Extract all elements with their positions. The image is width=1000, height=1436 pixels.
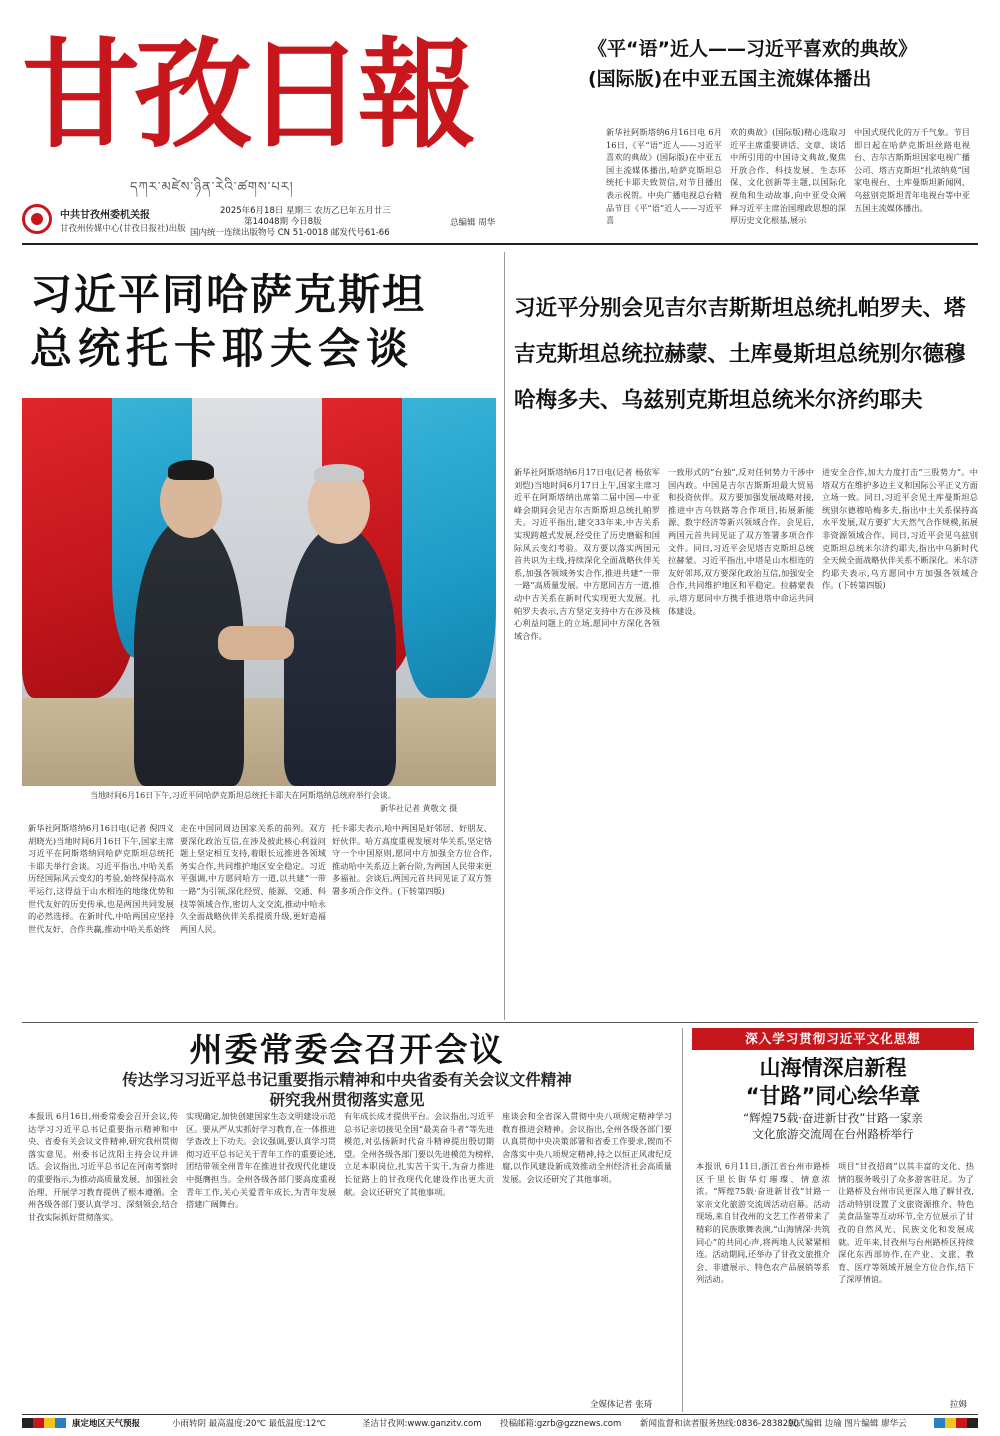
top-right-col-2: 欢的典故》(国际版)精心选取习近平主席重要讲话、文章、谈话中所引用的中国诗文典故,聚焦开放合作、科技发展、生态环保、文化创新等主题,以国际化视角和生动故事,向中亚受众阐释习近平主席治国理政思想的深厚历史文化根基,展示: [730, 127, 846, 226]
top-right-col-1: 新华社阿斯塔纳6月16日电 6月16日,《平“语”近人——习近平喜欢的典故》(国际版)在中亚五国主流媒体播出,哈萨克斯坦总统托卡耶夫致贺信,对节目播出表示祝贺。中央广播电视总台精品节目《平“语”近人——习近平喜: [606, 127, 722, 226]
third-byline: 全媒体记者 张琦: [590, 1400, 653, 1410]
second-headline: [514, 286, 980, 462]
footer-bar: [22, 1414, 978, 1430]
feature-subhead-line-1: “辉煌75载·奋进新甘孜”甘路一家亲: [743, 1111, 923, 1125]
feature-byline: 拉姆: [950, 1400, 968, 1410]
second-col-3: 进安全合作,加大力度打击“三股势力”。中塔双方在维护多边主义和国际公平正义方面立场一致。同日,习近平会见土库曼斯坦总统别尔德穆哈梅多夫,指出中土关系保持高水平发展,双方要扩大天然气合作规模,拓展非资源领域合作。同日,习近平会见乌兹别克斯坦总统米尔济约耶夫,指出中乌新时代全天候全面战略伙伴关系不断深化。米尔济约耶夫表示,乌方愿同中方加强各领域合作。(下转第四版): [822, 467, 978, 591]
second-headline-line-3: 哈梅多夫、乌兹别克斯坦总统米尔济约耶夫: [514, 388, 923, 413]
lead-headline: [30, 270, 490, 390]
third-col-3: 有年成长成才提供平台。会议指出,习近平总书记亲切接见全国“最美奋斗者”等先进模范,对弘扬新时代奋斗精神提出殷切期望。全州各级各部门要以先进模范为榜样,立足本职岗位,扎实苦干实干,为奋力推进长征路上的甘孜现代化建设作出更大贡献。会议还研究了其他事项。: [344, 1111, 494, 1197]
feature-col-1: 本报讯 6月11日,浙江省台州市路桥区千里长街华灯璀璨、情意浓浓。“辉煌75载·奋进新甘孜”甘路一家亲文化旅游交流周活动启幕。活动现场,来自甘孜州的文艺工作者带来了精彩的民族歌舞表演,“山海情深·共筑同心”的共同心声,将两地人民紧紧相连。活动期间,还举办了甘孜文旅推介会、非遗展示、特色农产品展销等系列活动。: [696, 1161, 830, 1285]
footer-color-strip-right: [934, 1418, 978, 1428]
column-divider-vertical: [504, 252, 505, 1020]
issue-line: 第14048期 今日8版: [244, 217, 322, 227]
top-right-col-3: 中国式现代化的万千气象。节目即日起在哈萨克斯坦丝路电视台、吉尔吉斯斯坦国家电视广播公司、塔吉克斯坦“扎浓纳莫”国家电视台、土库曼斯坦新闻网、乌兹别克斯坦青年电视台等中亚五国主流媒体播出。: [854, 127, 970, 213]
publisher-logo-icon: [22, 204, 52, 234]
third-subhead-line-2: 研究我州贯彻落实意见: [269, 1091, 425, 1109]
lead-col-3: 托卡耶夫表示,哈中两国是好邻居、好朋友、好伙伴。哈方高度重视发展对华关系,坚定恪守一个中国原则,愿同中方加强全方位合作,推动哈中关系迈上新台阶,为两国人民带来更多福祉。会谈后,两国元首共同见证了双方签署多项合作文件。(下转第四版): [332, 823, 492, 896]
footer-color-strip-left: [22, 1418, 66, 1428]
lead-col-1: 新华社阿斯塔纳6月16日电(记者 倪四义 胡晓光)当地时间6月16日下午,国家主席习近平在阿斯塔纳同哈萨克斯坦总统托卡耶夫举行会谈。习近平指出,中哈关系历经国际风云变幻的考验,始终保持高水平运行,这得益于山水相连的地缘优势和世代友好的历史传承,也是两国共同发展的必然选择。在新时代,中哈两国应坚持世代友好、合作共赢,推动中哈关系始终: [28, 823, 174, 934]
lead-photo: [22, 398, 496, 786]
feature-col-2: 项目“甘孜招商”以其丰富的文化、热情的服务吸引了众多游客驻足。为了让路桥及台州市民更深入地了解甘孜,活动特别设置了文旅资源推介、特色美食品鉴等互动环节,全方位展示了甘孜的自然风光、民族文化和发展成就。近年来,甘孜州与台州路桥区持续深化东西部协作,在产业、文旅、教育、医疗等领域开展全方位合作,结下了深厚情谊。: [838, 1161, 974, 1285]
masthead-tibetan: དཀར་མཛེས་ཉིན་རེའི་ཚགས་པར།: [130, 180, 294, 195]
serial-line: 国内统一连续出版物号 CN 51-0018 邮发代号61-66: [190, 228, 390, 238]
top-right-headline-2: (国际版)在中亚五国主流媒体播出: [588, 68, 872, 90]
date-line: 2025年6月18日 星期三 农历乙巳年五月廿三: [220, 206, 391, 216]
second-headline-line-2: 吉克斯坦总统拉赫蒙、土库曼斯坦总统别尔德穆: [514, 342, 966, 367]
publisher-block: [22, 202, 542, 238]
second-col-2: 一致形式的“台独”,反对任何势力干涉中国内政。中国是吉尔吉斯斯坦最大贸易和投资伙伴。双方要加强发展战略对接,推进中吉乌铁路等合作项目,拓展新能源、数字经济等新兴领域合作。会见后,两国元首共同见证了双方签署多项合作文件。同日,习近平会见塔吉克斯坦总统拉赫蒙。习近平指出,中塔是山水相连的友好邻邦,双方要深化政治互信,加强安全合作,共同维护地区和平稳定。拉赫蒙表示,塔方愿同中方携手推进塔中命运共同体建设。: [668, 467, 814, 616]
second-col-1: 新华社阿斯塔纳6月17日电(记者 杨依军 刘恺)当地时间6月17日上午,国家主席习近平在阿斯塔纳出席第二届中国—中亚峰会期间会见吉尔吉斯斯坦总统扎帕罗夫。习近平指出,建交33年来,中吉关系实现跨越式发展,经受住了历史磨砺和国际风云变幻考验。双方要以落实两国元首共识为主线,持续深化全面战略伙伴关系,加强各领域务实合作,推进共建“一带一路”高质量发展。中方愿同吉方一道,推动中吉关系在新时代实现更大发展。扎帕罗夫表示,吉方坚定支持中方在涉及核心利益问题上的立场,愿同中方深化各领域合作。: [514, 467, 660, 641]
column-divider-bottom: [682, 1028, 683, 1412]
third-headline-title: 州委常委会召开会议: [189, 1030, 505, 1069]
email-label: 投稿邮箱:gzrb@gzznews.com: [500, 1419, 622, 1429]
feature-banner: [692, 1028, 974, 1050]
third-subhead-line-1: 传达学习习近平总书记重要指示精神和中央省委有关会议文件精神: [122, 1071, 572, 1089]
top-right-headline-1: 《平“语”近人——习近平喜欢的典故》: [588, 38, 917, 60]
publisher-line-1: 中共甘孜州委机关报: [60, 210, 150, 221]
person-right: [284, 526, 396, 786]
lead-headline-line-2: 总统托卡耶夫会谈: [30, 324, 415, 373]
feature-headline-line-2: “甘路”同心绘华章: [745, 1084, 921, 1108]
second-headline-line-1: 习近平分别会见吉尔吉斯斯坦总统扎帕罗夫、塔: [514, 296, 966, 321]
handshake: [218, 626, 294, 660]
top-right-story: [588, 36, 978, 236]
feature-subhead-line-2: 文化旅游交流周在台州路桥举行: [752, 1127, 914, 1141]
kazakhstan-flag-right: [402, 398, 496, 698]
hotline-label: 新闻监督和读者服务热线:0836-2838290: [640, 1419, 799, 1429]
editor-line: 总编辑 周华: [450, 218, 496, 228]
lead-col-2: 走在中国同周边国家关系的前列。双方要深化政治互信,在涉及彼此核心利益问题上坚定相互支持,着眼长远推进各领域务实合作,共同维护地区安全稳定。习近平强调,中方愿同哈方一道,以共建“一带一路”为引领,深化经贸、能源、交通、科技等领域合作,密切人文交流,推动中哈永久全面战略伙伴关系提质升级,更好造福两国人民。: [180, 823, 326, 934]
feature-headline-line-1: 山海情深启新程: [759, 1056, 907, 1080]
weather-detail: 小雨转阴 最高温度:20℃ 最低温度:12℃: [172, 1419, 326, 1429]
masthead-divider: [22, 243, 978, 245]
weather-label: 康定地区天气预报: [72, 1419, 141, 1429]
third-col-2: 实现确定,加快创建国家生态文明建设示范区。要从严从实抓好学习教育,在一体推进学查改上下功夫。会议强调,要认真学习贯彻习近平总书记关于青年工作的重要论述,团结带领全州青年在推进甘孜现代化建设中挺膺担当。全州各级各部门要高度重视青年工作,关心关爱青年成长,为青年发展搭建广阔舞台。: [186, 1111, 336, 1210]
third-col-4: 座谈会和全省深入贯彻中央八项规定精神学习教育推进会精神。会议指出,全州各级各部门要认真贯彻中央决策部署和省委工作要求,锲而不舍落实中央八项规定精神,持之以恒正风肃纪反腐,以作风建设新成效推动全州经济社会高质量发展。会议还研究了其他事项。: [502, 1111, 672, 1184]
section-divider: [22, 1022, 978, 1023]
lead-headline-line-1: 习近平同哈萨克斯坦: [30, 270, 427, 319]
feature-headline: [692, 1054, 974, 1154]
lead-photo-caption: 当地时间6月16日下午,习近平同哈萨克斯坦总统托卡耶夫在阿斯塔纳总统府举行会谈。: [90, 791, 396, 800]
editor-credits: 版式编辑 边瑜 图片编辑 廖华云: [788, 1419, 907, 1429]
feature-banner-text: 深入学习贯彻习近平文化思想: [745, 1031, 921, 1046]
third-headline: [22, 1030, 672, 1109]
lead-photo-credit: 新华社记者 黄敬文 摄: [380, 804, 458, 813]
publisher-line-2: 甘孜州传媒中心(甘孜日报社)出版: [60, 224, 186, 234]
masthead-title: 甘孜日報: [22, 25, 471, 164]
site-label: 圣洁甘孜网:www.ganzitv.com: [362, 1419, 482, 1429]
third-col-1: 本报讯 6月16日,州委常委会召开会议,传达学习习近平总书记重要指示精神和中央、省委有关会议文件精神,研究我州贯彻落实意见。州委书记沈阳主持会议并讲话。会议指出,习近平总书记在河南考察时的重要指示,为推动高质量发展、加强社会治理、开展学习教育提供了根本遵循。全州各级各部门要认真学习、深刻领会,结合甘孜实际抓好贯彻落实。: [28, 1111, 178, 1222]
